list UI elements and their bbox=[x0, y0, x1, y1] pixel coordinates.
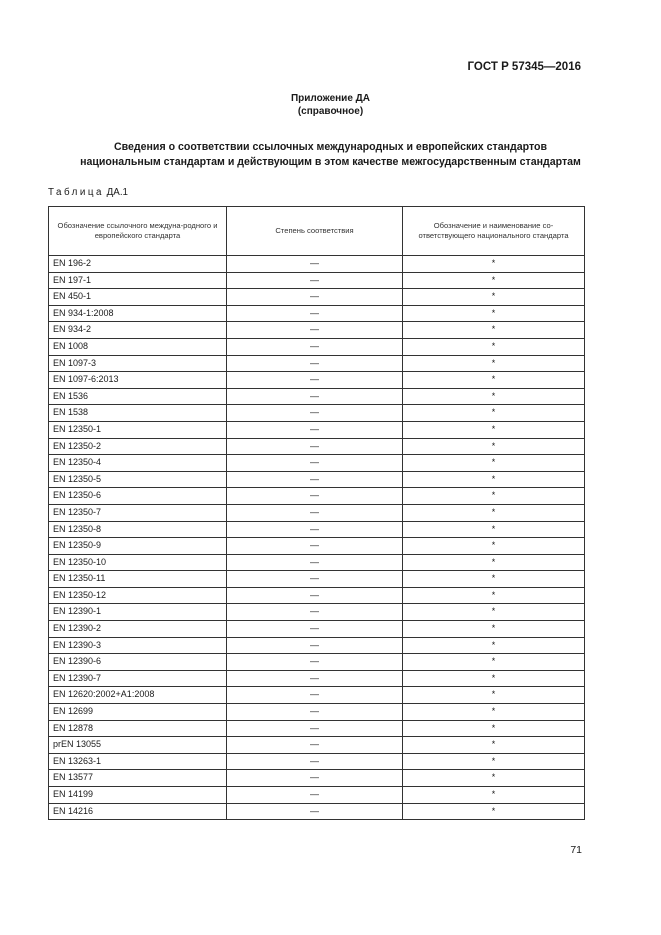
cell-reference-standard: EN 12390-3 bbox=[49, 637, 227, 654]
cell-degree: — bbox=[227, 322, 403, 339]
cell-reference-standard: EN 196-2 bbox=[49, 256, 227, 273]
cell-degree: — bbox=[227, 803, 403, 820]
cell-degree: — bbox=[227, 720, 403, 737]
table-row bbox=[49, 455, 585, 472]
cell-degree: — bbox=[227, 604, 403, 621]
cell-reference-standard: EN 12699 bbox=[49, 704, 227, 721]
cell-national-standard: * bbox=[403, 471, 585, 488]
table-row bbox=[49, 770, 585, 787]
table-row bbox=[49, 521, 585, 538]
table-caption bbox=[48, 187, 128, 198]
table-row bbox=[49, 305, 585, 322]
cell-reference-standard: EN 1538 bbox=[49, 405, 227, 422]
cell-reference-standard: EN 12350-4 bbox=[49, 455, 227, 472]
cell-reference-standard: EN 1536 bbox=[49, 388, 227, 405]
cell-national-standard: * bbox=[403, 455, 585, 472]
cell-reference-standard: EN 12350-11 bbox=[49, 571, 227, 588]
cell-degree: — bbox=[227, 405, 403, 422]
cell-national-standard: * bbox=[403, 621, 585, 638]
column-header-reference-standard: Обозначение ссылочного междуна-родного и европейского стандарта bbox=[49, 207, 227, 256]
cell-reference-standard: EN 450-1 bbox=[49, 289, 227, 306]
table-row bbox=[49, 289, 585, 306]
cell-national-standard: * bbox=[403, 803, 585, 820]
cell-degree: — bbox=[227, 670, 403, 687]
cell-national-standard: * bbox=[403, 554, 585, 571]
cell-national-standard: * bbox=[403, 256, 585, 273]
cell-reference-standard: EN 12390-7 bbox=[49, 670, 227, 687]
cell-degree: — bbox=[227, 256, 403, 273]
table-row bbox=[49, 504, 585, 521]
cell-reference-standard: EN 12620:2002+A1:2008 bbox=[49, 687, 227, 704]
table-row bbox=[49, 571, 585, 588]
cell-reference-standard: EN 14216 bbox=[49, 803, 227, 820]
section-heading-line-1: Сведения о соответствии ссылочных международных и европейских стандартов bbox=[114, 141, 547, 153]
cell-degree: — bbox=[227, 654, 403, 671]
table-row bbox=[49, 787, 585, 804]
cell-reference-standard: EN 934-2 bbox=[49, 322, 227, 339]
cell-national-standard: * bbox=[403, 687, 585, 704]
document-code: ГОСТ Р 57345—2016 bbox=[467, 61, 581, 73]
table-row bbox=[49, 488, 585, 505]
table-row bbox=[49, 720, 585, 737]
table-row bbox=[49, 438, 585, 455]
cell-reference-standard: EN 13577 bbox=[49, 770, 227, 787]
cell-national-standard: * bbox=[403, 372, 585, 389]
cell-degree: — bbox=[227, 554, 403, 571]
table-row bbox=[49, 803, 585, 820]
table-body bbox=[49, 256, 585, 820]
cell-degree: — bbox=[227, 753, 403, 770]
cell-national-standard: * bbox=[403, 272, 585, 289]
cell-national-standard: * bbox=[403, 338, 585, 355]
cell-national-standard: * bbox=[403, 787, 585, 804]
section-heading-line-2: национальным стандартам и действующим в этом качестве межгосударственным стандартам bbox=[80, 156, 581, 168]
cell-reference-standard: EN 1097-3 bbox=[49, 355, 227, 372]
cell-reference-standard: EN 12390-6 bbox=[49, 654, 227, 671]
cell-degree: — bbox=[227, 355, 403, 372]
cell-degree: — bbox=[227, 787, 403, 804]
cell-reference-standard: EN 12350-8 bbox=[49, 521, 227, 538]
correspondence-table bbox=[48, 206, 585, 820]
cell-national-standard: * bbox=[403, 488, 585, 505]
table-row bbox=[49, 322, 585, 339]
cell-degree: — bbox=[227, 455, 403, 472]
table-row bbox=[49, 405, 585, 422]
table-row bbox=[49, 687, 585, 704]
cell-degree: — bbox=[227, 737, 403, 754]
cell-degree: — bbox=[227, 305, 403, 322]
cell-degree: — bbox=[227, 438, 403, 455]
cell-reference-standard: EN 12350-6 bbox=[49, 488, 227, 505]
table-row bbox=[49, 338, 585, 355]
section-heading bbox=[0, 140, 661, 170]
cell-national-standard: * bbox=[403, 289, 585, 306]
cell-reference-standard: EN 12350-10 bbox=[49, 554, 227, 571]
table-row bbox=[49, 372, 585, 389]
table-row bbox=[49, 621, 585, 638]
cell-degree: — bbox=[227, 504, 403, 521]
cell-national-standard: * bbox=[403, 604, 585, 621]
table-caption-number: ДА.1 bbox=[106, 187, 128, 198]
table-row bbox=[49, 538, 585, 555]
cell-national-standard: * bbox=[403, 504, 585, 521]
cell-reference-standard: EN 12350-7 bbox=[49, 504, 227, 521]
table-row bbox=[49, 554, 585, 571]
table-caption-word: Таблица bbox=[48, 187, 104, 198]
table-row bbox=[49, 737, 585, 754]
table-row bbox=[49, 604, 585, 621]
column-header-degree: Степень соответствия bbox=[227, 207, 403, 256]
cell-national-standard: * bbox=[403, 405, 585, 422]
table-header-row bbox=[49, 207, 585, 256]
cell-degree: — bbox=[227, 770, 403, 787]
cell-reference-standard: EN 12350-12 bbox=[49, 587, 227, 604]
page-number: 71 bbox=[570, 844, 582, 856]
cell-degree: — bbox=[227, 338, 403, 355]
cell-national-standard: * bbox=[403, 421, 585, 438]
table-row bbox=[49, 637, 585, 654]
cell-reference-standard: EN 12350-9 bbox=[49, 538, 227, 555]
cell-reference-standard: EN 14199 bbox=[49, 787, 227, 804]
table-row bbox=[49, 272, 585, 289]
cell-degree: — bbox=[227, 488, 403, 505]
cell-national-standard: * bbox=[403, 770, 585, 787]
cell-degree: — bbox=[227, 538, 403, 555]
cell-national-standard: * bbox=[403, 388, 585, 405]
cell-reference-standard: EN 12350-2 bbox=[49, 438, 227, 455]
cell-national-standard: * bbox=[403, 753, 585, 770]
cell-degree: — bbox=[227, 272, 403, 289]
table-row bbox=[49, 704, 585, 721]
cell-reference-standard: EN 12390-1 bbox=[49, 604, 227, 621]
cell-national-standard: * bbox=[403, 670, 585, 687]
cell-degree: — bbox=[227, 421, 403, 438]
cell-national-standard: * bbox=[403, 521, 585, 538]
cell-degree: — bbox=[227, 571, 403, 588]
cell-reference-standard: EN 12350-1 bbox=[49, 421, 227, 438]
cell-reference-standard: EN 12878 bbox=[49, 720, 227, 737]
cell-reference-standard: EN 197-1 bbox=[49, 272, 227, 289]
cell-national-standard: * bbox=[403, 438, 585, 455]
cell-national-standard: * bbox=[403, 538, 585, 555]
cell-reference-standard: EN 13263-1 bbox=[49, 753, 227, 770]
annex-heading bbox=[0, 92, 661, 118]
cell-reference-standard: EN 1097-6:2013 bbox=[49, 372, 227, 389]
cell-degree: — bbox=[227, 587, 403, 604]
table-row bbox=[49, 256, 585, 273]
cell-degree: — bbox=[227, 388, 403, 405]
annex-subtitle: (справочное) bbox=[297, 106, 364, 117]
cell-national-standard: * bbox=[403, 720, 585, 737]
table-row bbox=[49, 388, 585, 405]
cell-reference-standard: EN 934-1:2008 bbox=[49, 305, 227, 322]
cell-national-standard: * bbox=[403, 654, 585, 671]
table-row bbox=[49, 471, 585, 488]
cell-national-standard: * bbox=[403, 355, 585, 372]
annex-title: Приложение ДА bbox=[290, 93, 371, 104]
cell-degree: — bbox=[227, 289, 403, 306]
cell-degree: — bbox=[227, 521, 403, 538]
cell-reference-standard: EN 12350-5 bbox=[49, 471, 227, 488]
cell-reference-standard: EN 12390-2 bbox=[49, 621, 227, 638]
cell-reference-standard: EN 1008 bbox=[49, 338, 227, 355]
cell-degree: — bbox=[227, 471, 403, 488]
cell-national-standard: * bbox=[403, 737, 585, 754]
cell-degree: — bbox=[227, 372, 403, 389]
cell-national-standard: * bbox=[403, 305, 585, 322]
cell-reference-standard: prEN 13055 bbox=[49, 737, 227, 754]
cell-national-standard: * bbox=[403, 637, 585, 654]
table-row bbox=[49, 753, 585, 770]
cell-degree: — bbox=[227, 621, 403, 638]
column-header-national-standard: Обозначение и наименование со-ответствующего национального стандарта bbox=[403, 207, 585, 256]
cell-national-standard: * bbox=[403, 704, 585, 721]
table-row bbox=[49, 355, 585, 372]
cell-degree: — bbox=[227, 687, 403, 704]
cell-degree: — bbox=[227, 704, 403, 721]
cell-national-standard: * bbox=[403, 587, 585, 604]
table-row bbox=[49, 670, 585, 687]
table-row bbox=[49, 421, 585, 438]
cell-degree: — bbox=[227, 637, 403, 654]
cell-national-standard: * bbox=[403, 322, 585, 339]
table-row bbox=[49, 654, 585, 671]
cell-national-standard: * bbox=[403, 571, 585, 588]
table-row bbox=[49, 587, 585, 604]
